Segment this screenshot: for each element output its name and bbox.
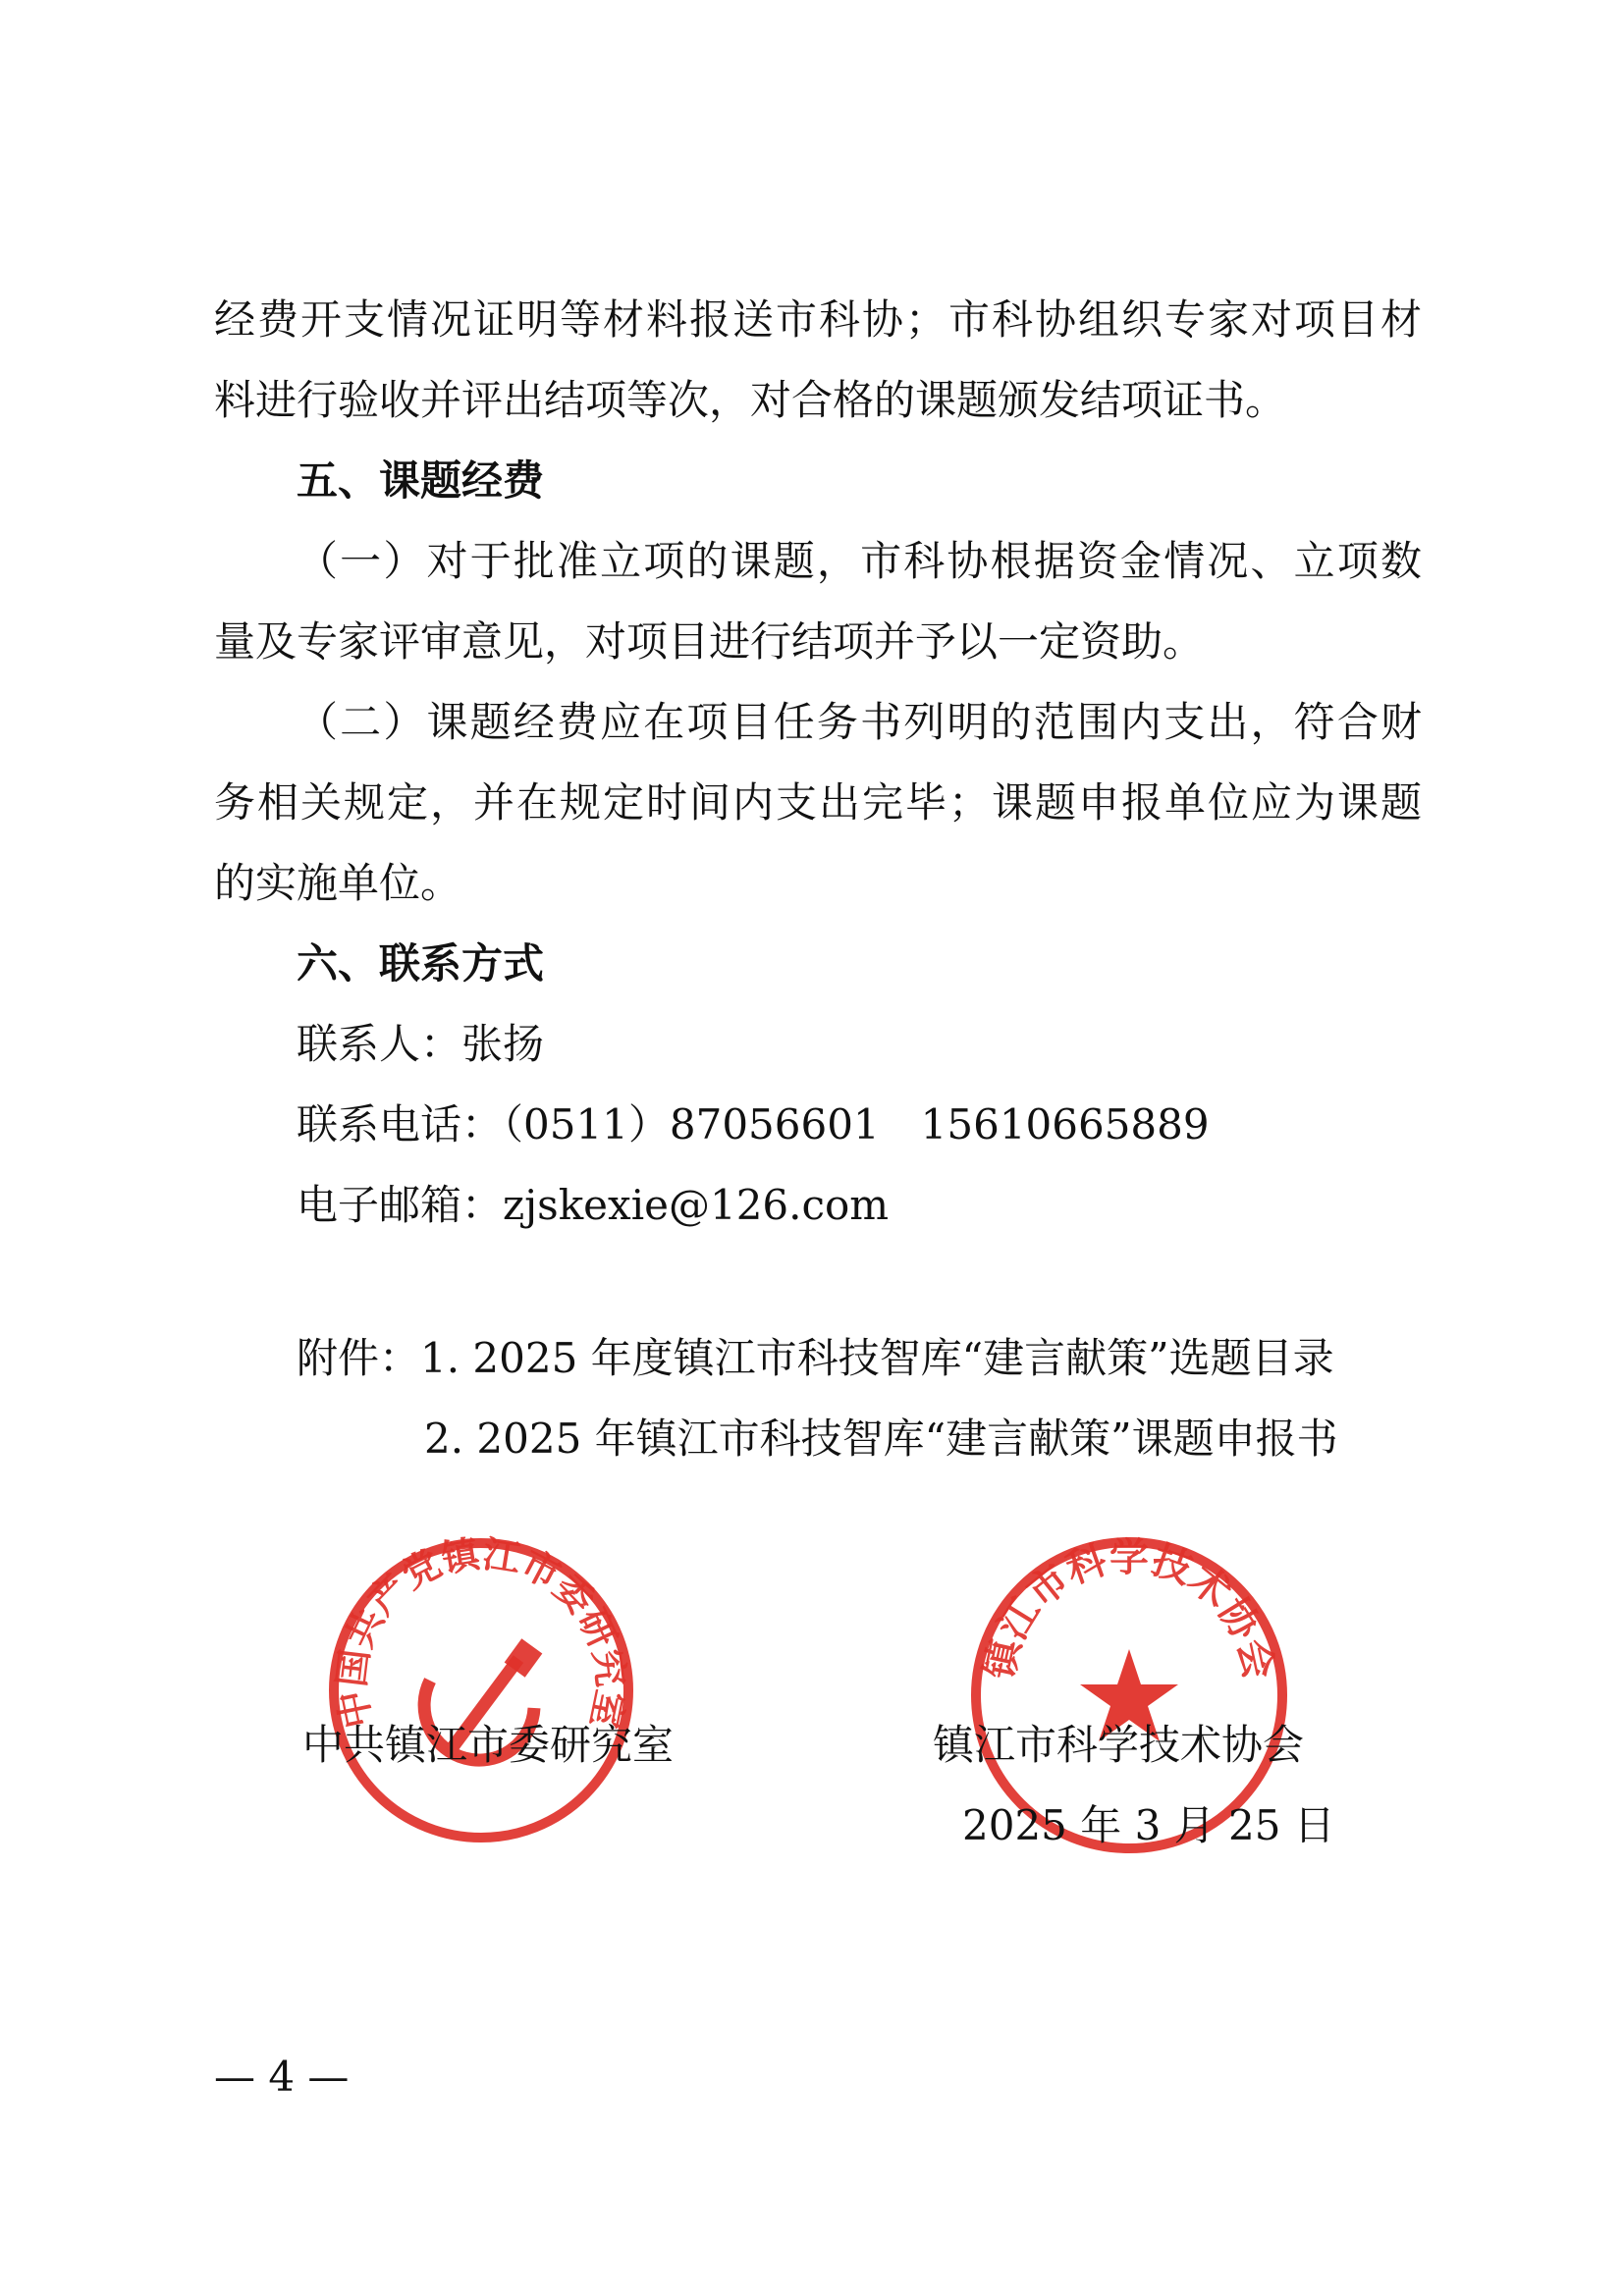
attachment-item: 附件：1. 2025 年度镇江市科技智库“建言献策”选题目录	[297, 1334, 1334, 1382]
paragraph-line: 量及专家评审意见，对项目进行结项并予以一定资助。	[214, 617, 1205, 666]
seal-lettering: 中国共产党镇江市委研究室	[329, 1533, 633, 1733]
paragraph-line: （二）课题经费应在项目任务书列明的范围内支出，符合财	[297, 698, 1422, 746]
paragraph-line: （一）对于批准立项的课题，市科协根据资金情况、立项数	[297, 537, 1422, 585]
seal-lettering: 镇江市科学技术协会	[977, 1535, 1281, 1683]
contact-person: 联系人：张扬	[297, 1020, 545, 1068]
paragraph-line: 务相关规定，并在规定时间内支出完毕；课题申报单位应为课题	[214, 778, 1422, 827]
paragraph-line: 经费开支情况证明等材料报送市科协；市科协组织专家对项目材	[214, 295, 1422, 344]
signature-org-left: 中共镇江市委研究室	[302, 1721, 675, 1769]
contact-email: 电子邮箱：zjskexie@126.com	[297, 1181, 890, 1229]
contact-phone: 联系电话：（0511）87056601 15610665889	[297, 1100, 1210, 1148]
signature-org-right: 镇江市科学技术协会	[933, 1721, 1305, 1769]
paragraph-line: 的实施单位。	[214, 859, 462, 907]
signature-date: 2025 年 3 月 25 日	[962, 1801, 1335, 1849]
party-seal	[324, 1533, 638, 1847]
section-heading-contact: 六、联系方式	[297, 939, 545, 988]
page-number: — 4 —	[214, 2053, 350, 2101]
section-heading-funding: 五、课题经费	[297, 456, 545, 505]
attachment-item: 2. 2025 年镇江市科技智库“建言献策”课题申报书	[424, 1415, 1338, 1463]
paragraph-line: 料进行验收并评出结项等次，对合格的课题颁发结项证书。	[214, 376, 1287, 424]
